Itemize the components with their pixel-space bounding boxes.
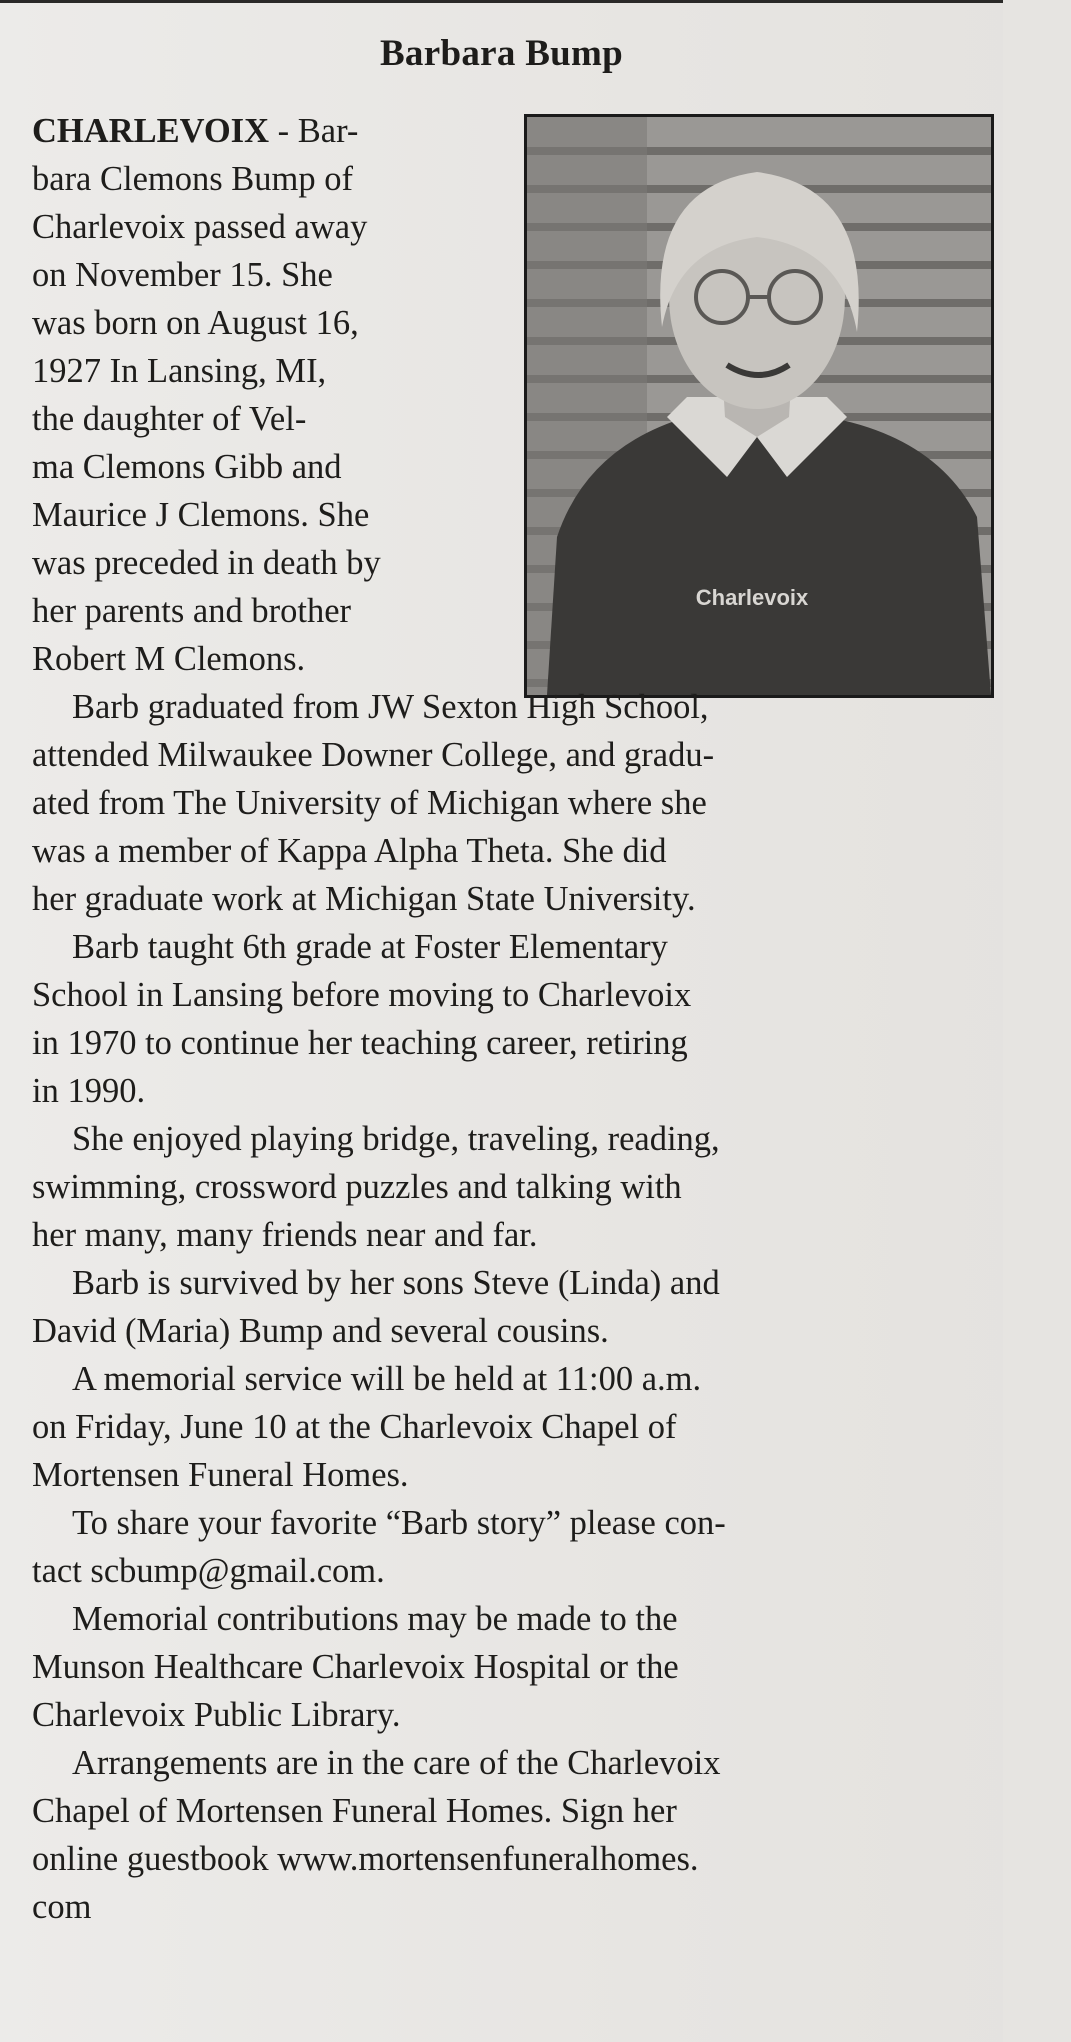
paragraph-line: on November 15. She bbox=[32, 256, 333, 294]
paragraph-line: Charlevoix Public Library. bbox=[32, 1696, 401, 1734]
paragraph-line: Robert M Clemons. bbox=[32, 640, 306, 678]
paragraph-line: in 1990. bbox=[32, 1072, 146, 1110]
paragraph-line: com bbox=[32, 1888, 92, 1926]
paragraph-line: Charlevoix passed away bbox=[32, 208, 368, 246]
paragraph-line: 1927 In Lansing, MI, bbox=[32, 352, 327, 390]
paragraph-line: on Friday, June 10 at the Charlevoix Chapel of bbox=[32, 1408, 677, 1446]
paragraph-line: attended Milwaukee Downer College, and gradu- bbox=[32, 736, 715, 774]
paragraph-line: online guestbook www.mortensenfuneralhomes. bbox=[32, 1840, 699, 1878]
paragraph-line: School in Lansing before moving to Charlevoix bbox=[32, 976, 692, 1014]
paragraph-line: ma Clemons Gibb and bbox=[32, 448, 342, 486]
paragraph-line: A memorial service will be held at 11:00 a.m. bbox=[72, 1360, 702, 1398]
page-margin bbox=[1003, 0, 1071, 2042]
dateline: CHARLEVOIX bbox=[32, 112, 270, 150]
paragraph-line: Barb graduated from JW Sexton High School, bbox=[72, 688, 709, 726]
paragraph-line: Chapel of Mortensen Funeral Homes. Sign her bbox=[32, 1792, 677, 1830]
paragraph-line: her parents and brother bbox=[32, 592, 351, 630]
paragraph-line: was a member of Kappa Alpha Theta. She did bbox=[32, 832, 667, 870]
paragraph-line: the daughter of Vel- bbox=[32, 400, 307, 438]
paragraph-line: Barb is survived by her sons Steve (Linda) and bbox=[72, 1264, 720, 1302]
paragraph-line: bara Clemons Bump of bbox=[32, 160, 353, 198]
paragraph-line: Mortensen Funeral Homes. bbox=[32, 1456, 409, 1494]
paragraph-line: She enjoyed playing bridge, traveling, reading, bbox=[72, 1120, 720, 1158]
paragraph-line: Munson Healthcare Charlevoix Hospital or the bbox=[32, 1648, 679, 1686]
paragraph-line: ated from The University of Michigan where she bbox=[32, 784, 707, 822]
paragraph-line: was born on August 16, bbox=[32, 304, 359, 342]
paragraph-line: swimming, crossword puzzles and talking with bbox=[32, 1168, 682, 1206]
paragraph-line: Maurice J Clemons. She bbox=[32, 496, 370, 534]
obituary-headline: Barbara Bump bbox=[379, 33, 624, 74]
paragraph-line: was preceded in death by bbox=[32, 544, 381, 582]
sweater-logo: Charlevoix bbox=[695, 585, 809, 610]
paragraph-line: in 1970 to continue her teaching career, retiring bbox=[32, 1024, 688, 1062]
paragraph-line: her many, many friends near and far. bbox=[32, 1216, 538, 1254]
paragraph-line: To share your favorite “Barb story” please con- bbox=[72, 1504, 726, 1542]
paragraph-line: Arrangements are in the care of the Charlevoix bbox=[72, 1744, 721, 1782]
paragraph-line: her graduate work at Michigan State University. bbox=[32, 880, 696, 918]
paragraph-line: Barb taught 6th grade at Foster Elementary bbox=[72, 928, 668, 966]
paragraph-line: Memorial contributions may be made to the bbox=[72, 1600, 678, 1638]
paragraph-line: David (Maria) Bump and several cousins. bbox=[32, 1312, 609, 1350]
paragraph-line: tact scbump@gmail.com. bbox=[32, 1552, 385, 1590]
paragraph-line: CHARLEVOIX - Bar- bbox=[32, 112, 359, 150]
